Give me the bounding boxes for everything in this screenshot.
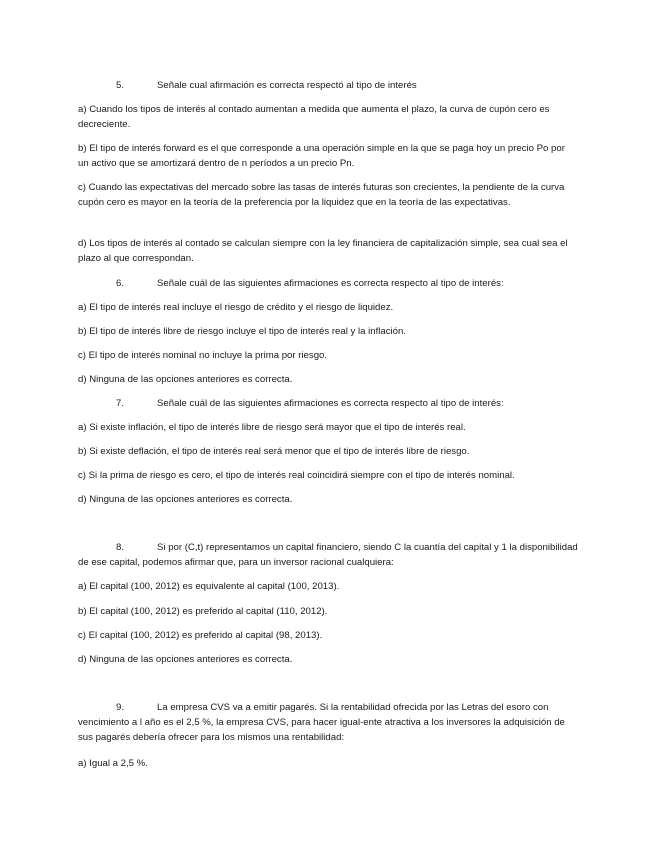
question-number: 8. [116,542,125,553]
option-c: c) Si la prima de riesgo es cero, el tipo de interés real coincidirá siempre con el tipo de interés nominal. [78,470,515,481]
option-a: a) El tipo de interés real incluye el riesgo de crédito y el riesgo de liquidez. [78,302,394,313]
option-d: d) Ninguna de las opciones anteriores es correcta. [78,494,293,505]
question-stem: Señale cual afirmación es correcta respectó al tipo de interés [157,80,417,91]
option-d: d) Ninguna de las opciones anteriores es correcta. [78,374,293,385]
option-d: d) Ninguna de las opciones anteriores es correcta. [78,654,293,665]
option-a: a) El capital (100, 2012) es equivalente al capital (100, 2013). [78,581,340,592]
question-stem: Si por (C,t) representamos un capital financiero, siendo C la cuantía del capital y 1 la disponibilidad de ese capital, podemos afirmar que, para un inversor racional cualquiera: [78,542,578,568]
option-b: b) Si existe deflación, el tipo de interés real será menor que el tipo de interés libre de riesgo. [78,446,470,457]
option-a: a) Si existe inflación, el tipo de interés libre de riesgo será mayor que el tipo de interés real. [78,422,466,433]
option-c: c) Cuando las expectativas del mercado sobre las tasas de interés futuras son crecientes, la pendiente de la curva cupón cero es mayor en la teoría de la preferencia por la liquidez que en la teoría de las expectativas. [78,182,565,208]
question-number: 9. [116,702,125,713]
question-stem: Señale cuál de las siguientes afirmaciones es correcta respecto al tipo de interés: [157,278,504,289]
option-b: b) El tipo de interés libre de riesgo incluye el tipo de interés real y la inflación. [78,326,406,337]
option-d: d) Los tipos de interés al contado se calculan siempre con la ley financiera de capitalización simple, sea cual sea el plazo al que correspondan. [78,238,568,264]
option-b: b) El capital (100, 2012) es preferido al capital (110, 2012). [78,606,328,617]
option-a: a) Cuando los tipos de interés al contado aumentan a medida que aumenta el plazo, la curva de cupón cero es decreciente. [78,104,550,130]
option-c: c) El capital (100, 2012) es preferido al capital (98, 2013). [78,630,323,641]
option-a: a) Igual a 2,5 %. [78,758,148,769]
question-stem: Señale cuál de las siguientes afirmaciones es correcta respecto al tipo de interés: [157,398,504,409]
question-stem: La empresa CVS va a emitir pagarés. Si la rentabilidad ofrecida por las Letras del esoro con vencimiento a l año es el 2,5 %, la empresa CVS, para hacer igual-ente atractiva a los inversores la adquisición de sus pagarés debería ofrecer para los mismos una rentabilidad: [78,702,565,743]
question-number: 6. [116,278,125,289]
question-number: 5. [116,80,125,91]
option-b: b) El tipo de interés forward es el que corresponde a una operación simple en la que se paga hoy un precio Po por un activo que se amortizará dentro de n períodos a un precio Pn. [78,143,565,169]
question-number: 7. [116,398,125,409]
option-c: c) El tipo de interés nominal no incluye la prima por riesgo. [78,350,328,361]
